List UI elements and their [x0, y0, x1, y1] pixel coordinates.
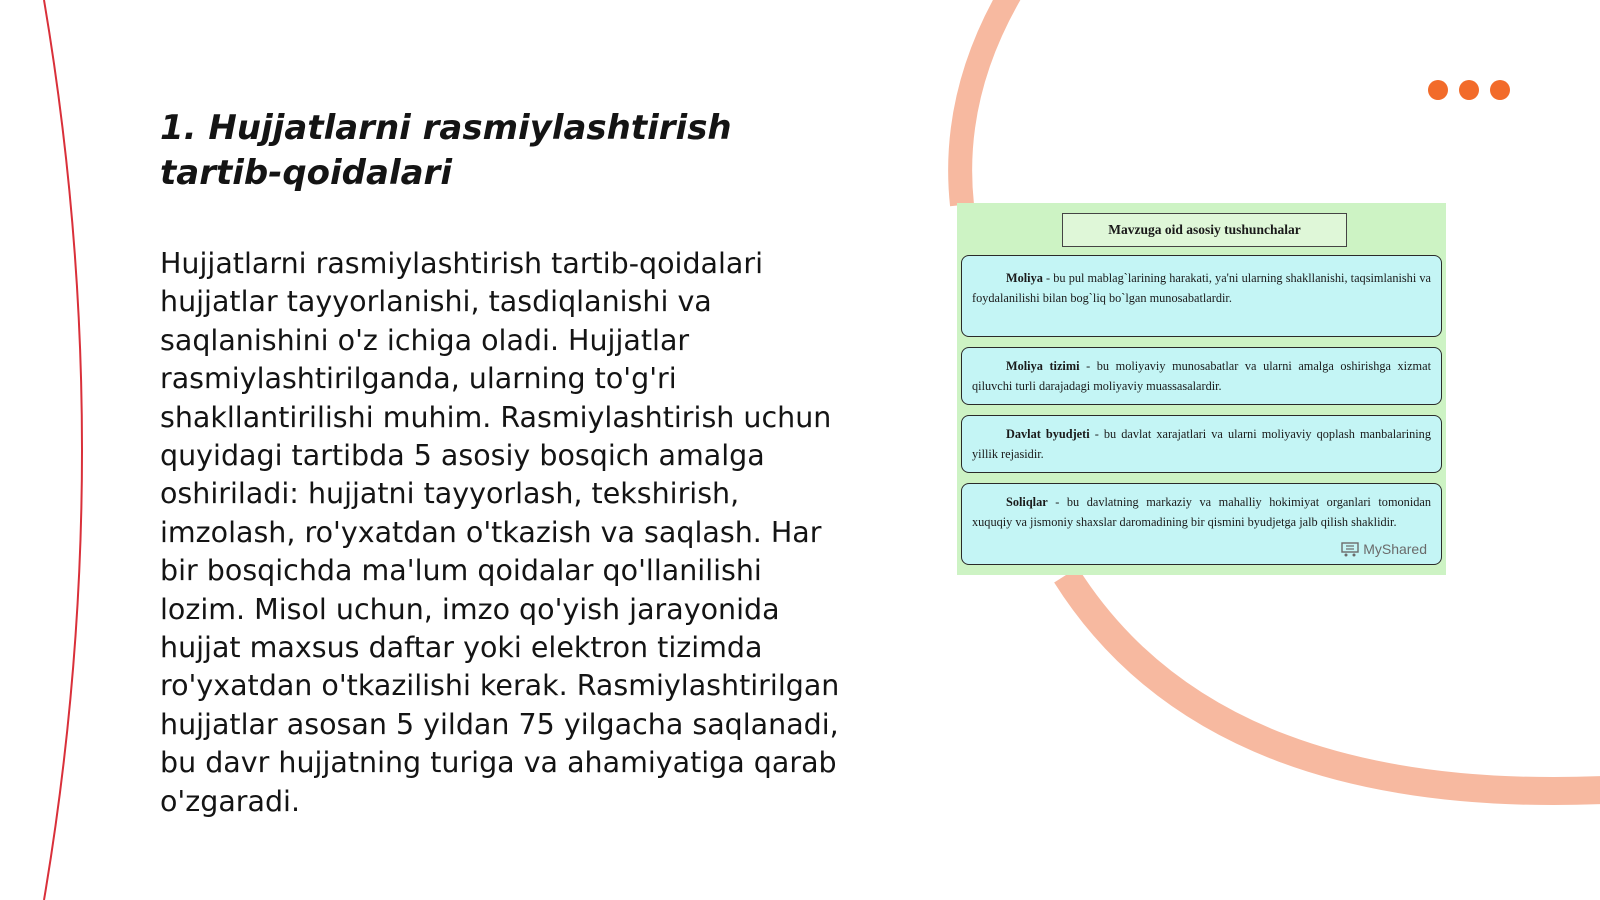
- concept-card-davlat-byudjeti: [961, 415, 1442, 473]
- concept-term: Davlat byudjeti: [1006, 427, 1090, 441]
- peach-arc-bottom: [1066, 575, 1600, 791]
- concepts-figure: [957, 203, 1446, 575]
- concept-term: Moliya: [1006, 271, 1043, 285]
- concept-definition: - bu pul mablag`larining harakati, ya'ni ularning shakllanishi, taqsimlanishi va foydalanilishi bilan bog`liq bo`lgan munosabatlardir.: [972, 271, 1431, 305]
- concept-card-soliqlar: [961, 483, 1442, 565]
- concept-definition: - bu moliyaviy munosabatlar va ularni amalga oshirishga xizmat qiluvchi turli darajadagi moliyaviy muassasalardir.: [972, 359, 1431, 393]
- cart-icon: [1341, 542, 1359, 557]
- concept-term: Soliqlar: [1006, 495, 1048, 509]
- myshared-watermark: [1341, 539, 1427, 559]
- dot-icon: [1490, 80, 1510, 100]
- peach-arc-top: [960, 0, 1010, 205]
- dot-icon: [1428, 80, 1448, 100]
- more-dots-icon: [1428, 80, 1510, 100]
- concept-card-moliya-tizimi: [961, 347, 1442, 405]
- concept-term: Moliya tizimi: [1006, 359, 1080, 373]
- concept-definition: - bu davlat xarajatlari va ularni moliyaviy qoplash manbalarining yillik rejasidir.: [972, 427, 1431, 461]
- slide-title: 1. Hujjatlarni rasmiylashtirish tartib-qoidalari: [160, 108, 732, 193]
- figure-header: Mavzuga oid asosiy tushunchalar: [1062, 213, 1347, 247]
- slide-body-text: Hujjatlarni rasmiylashtirish tartib-qoidalari hujjatlar tayyorlanishi, tasdiqlanishi va saqlanishini o'z ichiga oladi. Hujjatlar rasmiylashtirilganda, ularning to'g'ri shakllantirilishi muhim. Rasmiylashtirish uchun quyidagi tartibda 5 asosiy bosqich amalga oshiriladi: hujjatni tayyorlash, tekshirish, imzolash, ro'yxatdan o'tkazish va saqlash. Har bir bosqichda ma'lum qoidalar qo'llanilishi lozim. Misol uchun, imzo qo'yish jarayonida hujjat maxsus daftar yoki elektron tizimda ro'yxatdan o'tkazilishi kerak. Rasmiylashtirilgan hujjatlar asosan 5 yildan 75 yilgacha saqlanadi, bu davr hujjatning turiga va ahamiyatiga qarab o'zgaradi.: [160, 247, 840, 818]
- concept-card-moliya: [961, 255, 1442, 337]
- concept-definition: - bu davlatning markaziy va mahalliy hokimiyat organlari tomonidan xuquqiy va jismoniy shaxslar daromadining bir qismini byudjetga jalb qilish shaklidir.: [972, 495, 1431, 529]
- left-red-curve: [44, 0, 82, 900]
- watermark-label: MyShared: [1363, 541, 1427, 557]
- dot-icon: [1459, 80, 1479, 100]
